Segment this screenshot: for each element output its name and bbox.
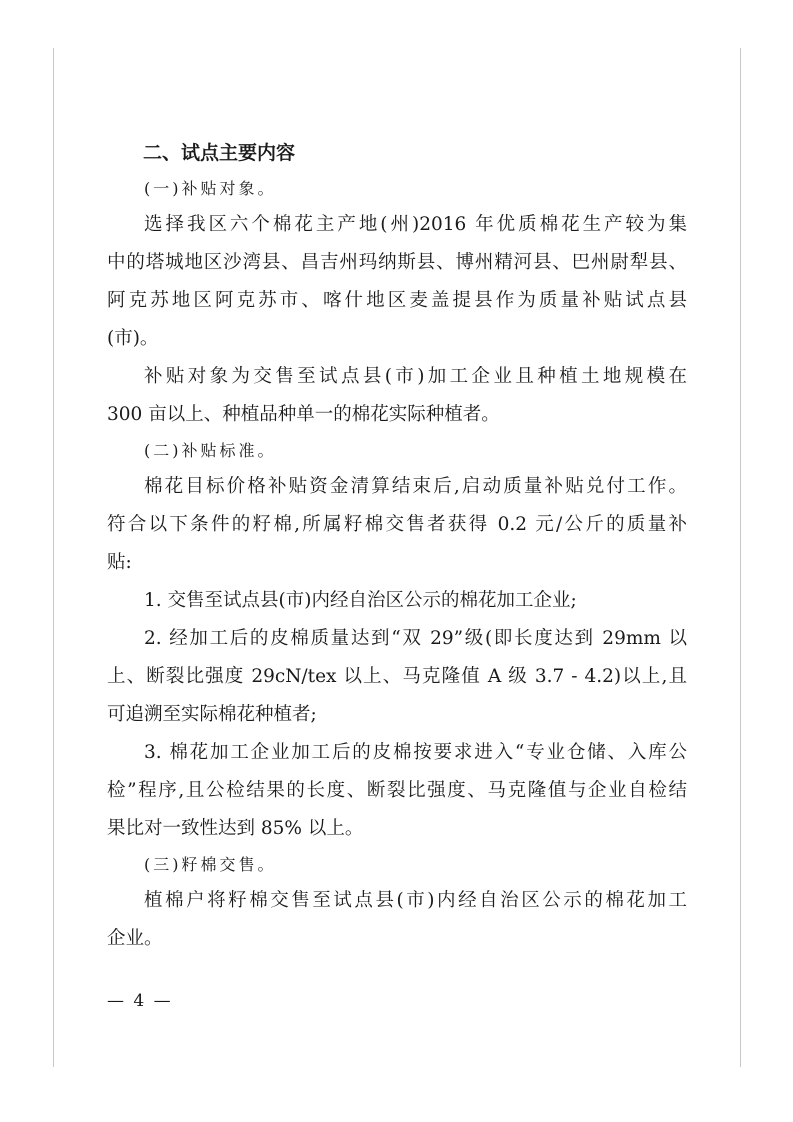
condition-item-3 [107,734,687,848]
text-line: 选择我区六个棉花主产地(州)2016 年优质棉花生产较为集 [144,214,687,235]
text-line: 符合以下条件的籽棉,所属籽棉交售者获得 0.2 元/公斤的质量补 [107,514,687,535]
text-line: 植棉户将籽棉交售至试点县(市)内经自治区公示的棉花加工 [144,890,687,911]
subsection-title-subsidy-target: (一)补贴对象。 [144,179,277,198]
paragraph-pilot-counties [107,206,687,358]
right-margin-line [740,48,741,1067]
text-line: 3. 棉花加工企业加工后的皮棉按要求进入“专业仓储、入库公 [144,742,687,763]
condition-item-1 [107,582,687,620]
text-line: 2. 经加工后的皮棉质量达到“双 29”级(即长度达到 29mm 以 [144,628,687,649]
subsection-title-seed-cotton-sale: (三)籽棉交售。 [144,855,277,874]
text-line: 检”程序,且公检结果的长度、断裂比强度、马克隆值与企业自检结 [107,780,687,801]
page-number: — 4 — [107,991,173,1011]
text-line: 果比对一致性达到 85% 以上。 [107,818,364,839]
text-line: 1. 交售至试点县(市)内经自治区公示的棉花加工企业; [144,590,577,611]
paragraph-subsidy-standard [107,468,687,582]
text-line: (市)。 [107,328,159,349]
text-line: 可追溯至实际棉花种植者; [107,704,317,725]
text-line: 企业。 [107,928,163,949]
subsection-title-subsidy-standard: (二)补贴标准。 [144,441,277,460]
section-heading: 二、试点主要内容 [143,142,296,164]
text-line: 贴: [107,552,132,573]
text-line: 棉花目标价格补贴资金清算结束后,启动质量补贴兑付工作。 [144,476,687,497]
text-line: 补贴对象为交售至试点县(市)加工企业且种植土地规模在 [144,366,687,387]
document-body [107,134,687,958]
condition-item-2 [107,620,687,734]
text-line: 上、断裂比强度 29cN/tex 以上、马克隆值 A 级 3.7 - 4.2)以上,且 [107,666,687,687]
paragraph-seed-cotton-sale [107,882,687,958]
left-margin-line [53,48,54,1067]
text-line: 300 亩以上、种植品种单一的棉花实际种植者。 [107,404,500,425]
text-line: 中的塔城地区沙湾县、昌吉州玛纳斯县、博州精河县、巴州尉犁县、 [107,252,687,273]
paragraph-subsidy-recipients [107,358,687,434]
text-line: 阿克苏地区阿克苏市、喀什地区麦盖提县作为质量补贴试点县 [107,290,687,311]
